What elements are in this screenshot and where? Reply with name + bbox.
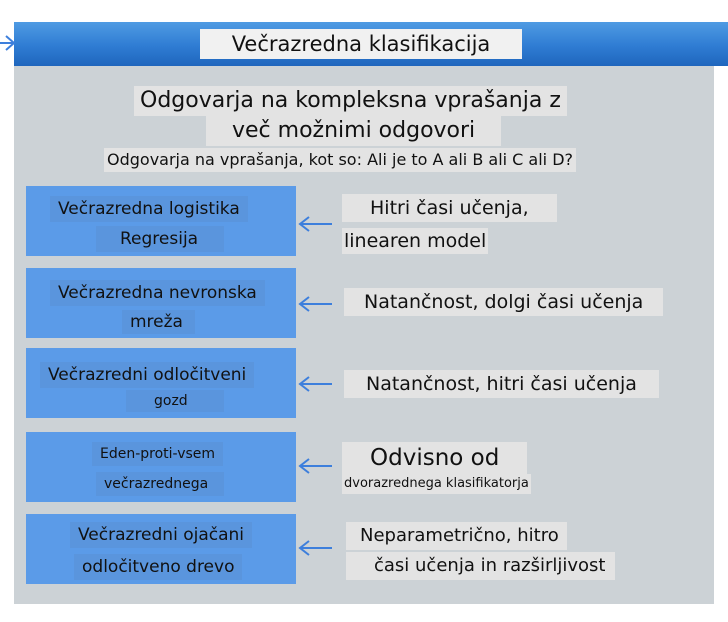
arrow-left-icon: [298, 214, 334, 234]
method-label-line-2: odločitveno drevo: [74, 554, 242, 580]
method-note-line-2: dvorazrednega klasifikatorja: [342, 474, 531, 494]
entry-arrow-icon: [0, 33, 18, 53]
intro-line-1: Odgovarja na kompleksna vprašanja z: [134, 86, 567, 116]
arrow-left-icon: [298, 294, 334, 314]
method-label-line-1: Eden-proti-vsem: [92, 442, 223, 466]
method-label-line-1: Večrazredni ojačani: [70, 522, 252, 548]
method-label-line-2: Regresija: [96, 226, 224, 252]
arrow-left-icon: [298, 538, 334, 558]
method-label-line-2: večrazrednega: [96, 472, 224, 496]
method-note-line-1: Natančnost, hitri časi učenja: [344, 370, 659, 398]
method-note-line-1: Natančnost, dolgi časi učenja: [344, 288, 663, 316]
method-note-line-1: Odvisno od: [342, 442, 527, 474]
method-note-line-1: Hitri časi učenja,: [342, 194, 557, 222]
method-label-line-2: mreža: [122, 310, 195, 334]
method-note-line-2: linearen model: [344, 230, 487, 252]
method-label-line-1: Večrazredna nevronska: [50, 280, 265, 306]
method-label-line-2: gozd: [126, 390, 224, 412]
method-label-line-1: Večrazredni odločitveni: [40, 362, 254, 388]
method-note-line-2: časi učenja in razširljivost: [346, 552, 615, 580]
method-label-line-1: Večrazredna logistika: [50, 196, 248, 222]
arrow-left-icon: [298, 374, 334, 394]
arrow-left-icon: [298, 456, 334, 476]
diagram-title: Večrazredna klasifikacija: [200, 29, 522, 59]
intro-line-2: več možnimi odgovori: [206, 116, 501, 146]
method-note-line-1: Neparametrično, hitro: [346, 522, 567, 550]
intro-subtitle: Odgovarja na vprašanja, kot so: Ali je to A ali B ali C ali D?: [104, 148, 576, 172]
